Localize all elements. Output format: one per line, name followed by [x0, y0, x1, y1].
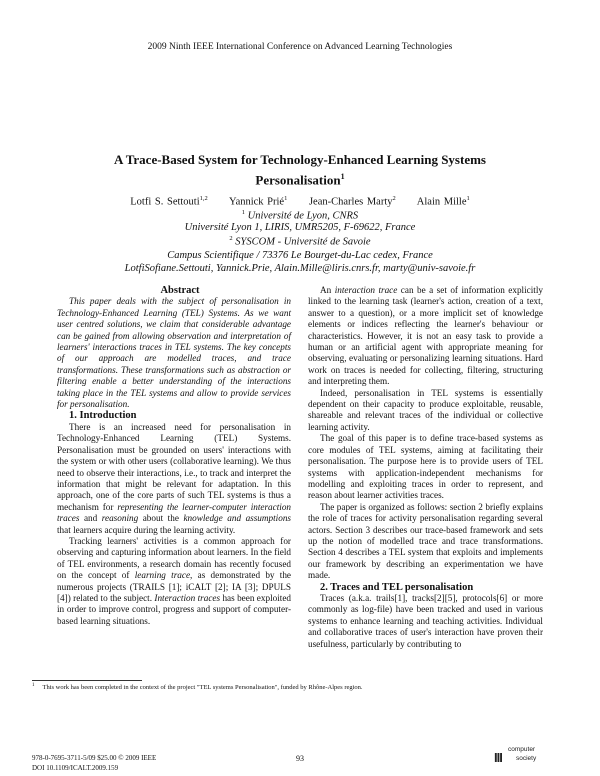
author-name: Jean-Charles Marty: [308, 196, 393, 208]
left-column: [57, 285, 291, 627]
author-emails: LotfiSofiane.Settouti, Yannick.Prie, Alain.Mille@liris.cnrs.fr, marty@univ-savoie.fr: [124, 263, 476, 274]
isbn-line: 978-0-7695-3711-5/09 $25.00 © 2009 IEEE: [32, 754, 157, 762]
author-affiliation-mark: 1,2: [199, 195, 208, 202]
affiliation-mark: 2: [229, 235, 233, 242]
intro-paragraph-5: The goal of this paper is to define trace-based systems as core modules of TEL systems, aiming at facilitating their personalisation. The purpose here is to provide users of TEL systems with application-independent mechanisms for modelling and exploiting traces in order to represent, and reason about learner activities traces.: [308, 433, 543, 501]
emphasis: interaction trace: [334, 285, 398, 295]
title-footnote-mark: 1: [340, 172, 345, 181]
title-line-1: A Trace-Based System for Technology-Enhanced Learning Systems: [114, 152, 486, 167]
logo-text-line1: computer: [508, 746, 536, 753]
abstract-text: This paper deals with the subject of personalisation in Technology-Enhanced Learning (TEL) Systems. As we want user centred solutions, we claim that considerable advantage can be gained from allowing observation and interpretation of learners' interactions traces in TEL systems. The key concepts of our approach are modelled traces, and trace transformations. These transformations such as abstraction or filtering enable a better understanding of the interactions taking place in the TEL systems and allow to provide services for personalisation.: [57, 296, 291, 410]
affiliation-1-address: Université Lyon 1, LIRIS, UMR5205, F-69622, France: [184, 222, 416, 233]
conference-header: 2009 Ninth IEEE International Conference on Advanced Learning Technologies: [147, 42, 453, 52]
text-run: and: [79, 513, 102, 524]
text-run: has been exploited in order to improve control, progress and support of computer-based learning situations.: [57, 592, 291, 626]
text-run: An: [320, 285, 335, 295]
text-run: about the: [138, 513, 184, 524]
text-run: that learners acquire during the learning activity.: [57, 524, 236, 535]
section-2-paragraph-1: Traces (a.k.a. trails[1], tracks[2][5], protocols[6] or more commonly as log-file) have been tracked and used in various systems to enhance learning and teaching activities. Individual and collaborative traces of user's interaction have proven their usefulness, particularly by contributing to: [308, 592, 543, 649]
footnote-text: This work has been completed in the context of the project "TEL systems Personalisation", funded by Rhône-Alpes region.: [42, 684, 363, 692]
author-affiliation-mark: 1: [284, 195, 288, 202]
affiliation-1-name: [40, 209, 560, 222]
emphasis: knowledge and assumptions: [183, 513, 292, 524]
author-name: Alain Mille: [416, 196, 467, 208]
text-run: can be a set of information explicitly linked to the learning task (learner's action, creation of a text, answer to a question), or a more implicit set of knowledge elements or indices reflecting the learner's behaviour or characteristics. However, it is not an easy task to provide a human or an artificial agent with appropriate meaning for observing, evaluating or personalizing learning situations. Hard work on traces is needed for collecting, filtering, structuring and interpreting them.: [308, 285, 543, 387]
author-name: Yannick Prié: [229, 196, 285, 208]
affiliation-text: Université de Lyon, CNRS: [245, 210, 359, 222]
author-affiliation-mark: 1: [466, 195, 470, 202]
footnote-mark: 1: [32, 683, 35, 688]
author-name: Lotfi S. Settouti: [130, 196, 200, 208]
emphasis: Interaction traces: [154, 592, 221, 603]
footnote: [32, 683, 572, 691]
page-number: 93: [296, 754, 304, 763]
intro-paragraph-1: [57, 422, 291, 536]
section-2-heading: 2. Traces and TEL personalisation: [320, 581, 474, 593]
emphasis: reasoning: [101, 513, 139, 524]
affiliation-mark: 1: [241, 209, 246, 216]
title-line-2: Personalisation: [255, 172, 341, 188]
section-1-heading: 1. Introduction: [69, 410, 137, 422]
logo-text-line2: society: [516, 755, 537, 762]
author-list: [40, 195, 560, 208]
computer-society-logo: [494, 744, 548, 768]
intro-paragraph-4: Indeed, personalisation in TEL systems is essentially dependent on their capacity to produce exploitable, reusable, shareable and relevant traces of the individual or collective learning activity.: [308, 387, 543, 432]
intro-paragraph-2: [57, 536, 291, 627]
text-run: , as demonstrated by the numerous projects (TRAILS [1]; iCALT [2]; IA [3]; DPULS [4]) related to the subject.: [57, 570, 292, 603]
affiliation-2-name: [40, 235, 560, 248]
right-column: [308, 285, 543, 650]
footnote-rule: [32, 680, 142, 681]
abstract-heading: Abstract: [160, 285, 200, 296]
doi-line: DOI 10.1109/ICALT.2009.159: [32, 763, 119, 772]
paper-title: [40, 151, 560, 188]
author-affiliation-mark: 2: [392, 195, 396, 202]
emphasis: representing the learner-computer interaction traces: [57, 501, 292, 524]
text-run: Tracking learners' activities is a common approach for observing and capturing information about learners. In the field of TEL environments, a research domain has recently focused on the concept of: [57, 535, 291, 581]
intro-paragraph-3: [308, 285, 543, 388]
affiliation-2-address: Campus Scientifique / 73376 Le Bourget-du-Lac cedex, France: [167, 250, 433, 261]
logo-mark: III: [494, 750, 502, 765]
affiliation-text: SYSCOM - Université de Savoie: [232, 236, 371, 248]
text-run: There is an increased need for personalisation in Technology-Enhanced Learning (TEL) Systems. Personalisation must be grounded on users' interactions with the system or with other users (collaborative learning). We thus need to observe their interactions, i.e., to track and interpret the information that might be relevant for adaptation. In this approach, one of the core parts of such TEL systems is thus a mechanism for: [57, 421, 291, 512]
intro-paragraph-6: The paper is organized as follows: section 2 briefly explains the role of traces for activity personalisation regarding several actors. Section 3 describes our trace-based framework and sets up the notion of modelled trace and trace transformations. Section 4 describes a TEL system that exploits and implements our framework by describing an experimentation we have made.: [308, 501, 543, 581]
emphasis: learning trace: [134, 570, 191, 581]
